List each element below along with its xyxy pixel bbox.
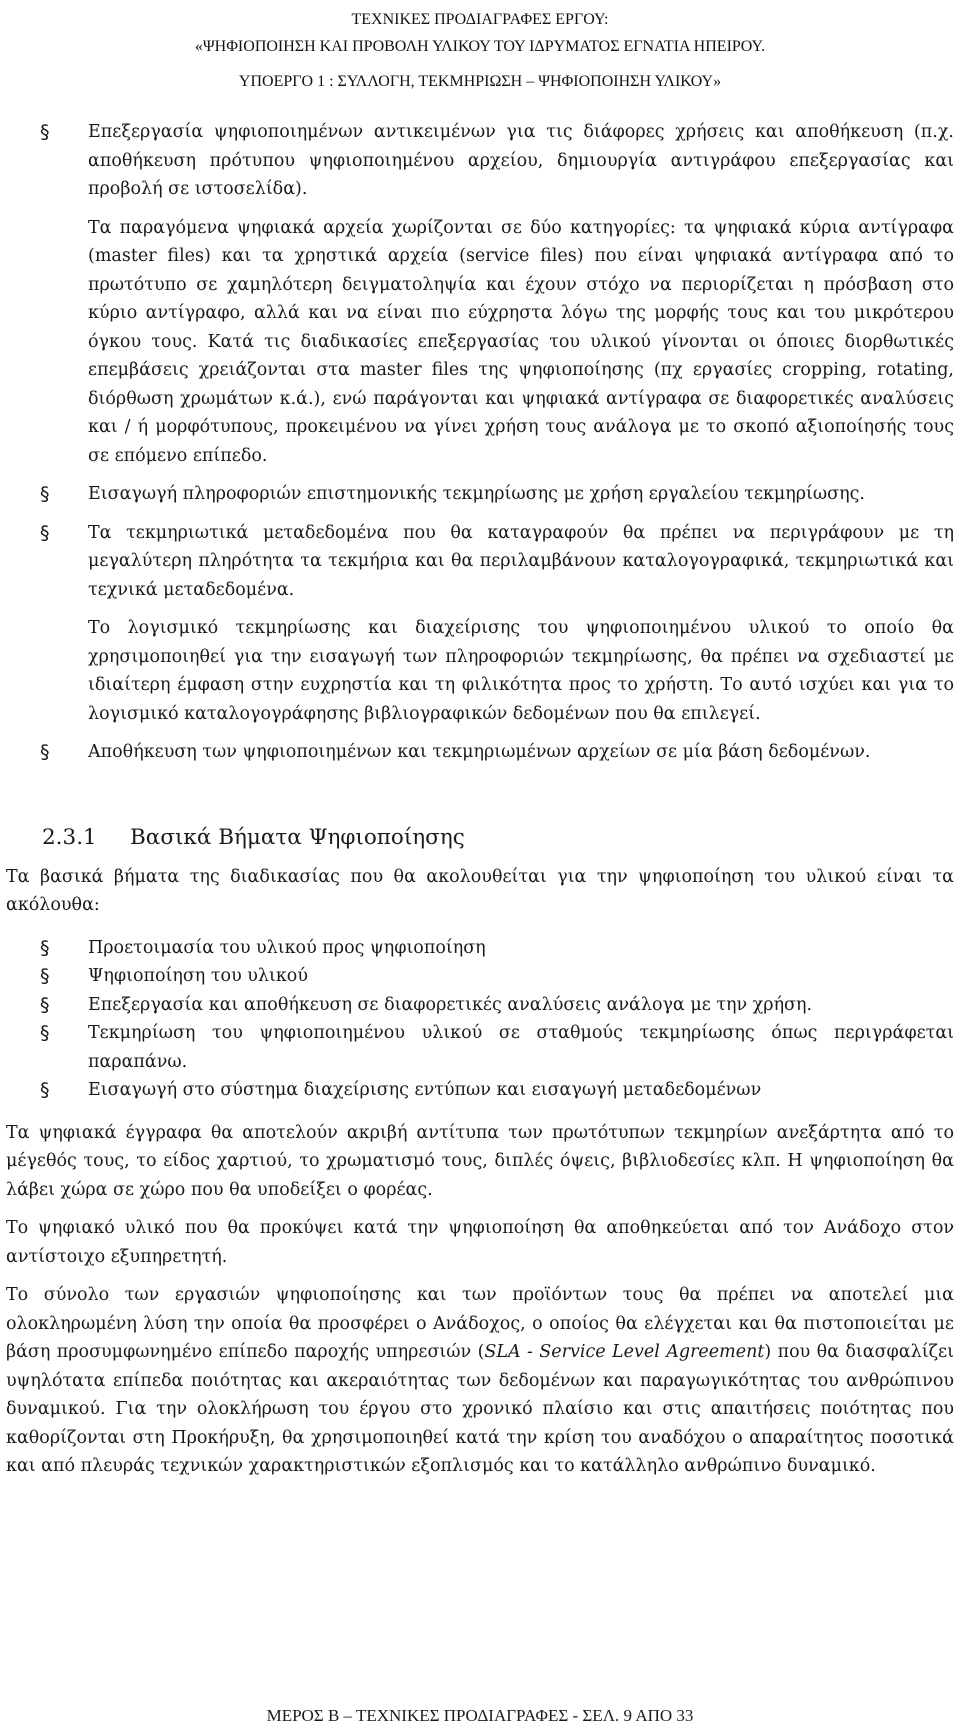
step-item <box>0 934 954 963</box>
step-text: Προετοιμασία του υλικού προς ψηφιοποίηση <box>88 937 486 958</box>
section-title: Βασικά Βήματα Ψηφιοποίησης <box>130 824 465 850</box>
step-text: Εισαγωγή στο σύστημα διαχείρισης εντύπων και εισαγωγή μεταδεδομένων <box>88 1080 762 1100</box>
bullet-paragraph <box>0 519 954 605</box>
step-item <box>0 1019 954 1076</box>
header-line-1: ΤΕΧΝΙΚΕΣ ΠΡΟΔΙΑΓΡΑΦΕΣ ΕΡΓΟΥ: <box>351 11 609 28</box>
bullet-paragraph <box>0 738 954 767</box>
header-line-2: «ΨΗΦΙΟΠΟΙΗΣΗ ΚΑΙ ΠΡΟΒΟΛΗ ΥΛΙΚΟΥ ΤΟΥ ΙΔΡΥΜΑΤΟΣ ΕΓΝΑΤΙΑ ΗΠΕΙΡΟΥ. <box>194 38 766 55</box>
sla-text-before: Το σύνολο των εργασιών ψηφιοποίησης και των προϊόντων τους θα πρέπει να αποτελεί μια ολοκληρωμένη λύση την οποία θα προσφέρει ο Ανάδοχος, ο οποίος θα ελέγχεται και θα πιστοποιείται με βάση προσυμφωνημένο επίπεδο παροχής υπηρεσιών ( <box>6 1285 954 1362</box>
bullet-marker: § <box>40 965 50 987</box>
header-line-3: ΥΠΟΕΡΓΟ 1 : ΣΥΛΛΟΓΗ, ΤΕΚΜΗΡΙΩΣΗ – ΨΗΦΙΟΠΟΙΗΣΗ ΥΛΙΚΟΥ» <box>238 73 722 90</box>
sla-text-after: ) που θα διασφαλίζει υψηλότατα επίπεδα ποιότητας και ακεραιότητας των δεδομένων και παραγωγικότητας του ανθρώπινου δυναμικού. Για την ολοκλήρωση του έργου στο χρονικό πλαίσιο και στις απαιτήσεις ποιότητας που καθορίζονται στη Προκήρυξη, θα χρησιμοποιηθεί κατά την κρίση του αναδόχου ο απαραίτητος ποσοτικά και από πλευράς τεχνικών χαρακτηριστικών εξοπλισμός και το κατάλληλο ανθρώπινο δυναμικό. <box>6 1342 954 1476</box>
bullet-marker: § <box>40 993 50 1016</box>
page-header <box>0 6 960 95</box>
steps-list <box>0 934 954 1105</box>
step-text: Ψηφιοποίηση του υλικού <box>88 966 308 986</box>
bullet-marker: § <box>40 1022 50 1044</box>
body-paragraph <box>0 1281 954 1481</box>
bullet-marker: § <box>40 1079 50 1101</box>
bullet-text: Αποθήκευση των ψηφιοποιημένων και τεκμηριωμένων αρχείων σε μία βάση δεδομένων. <box>88 742 871 762</box>
bullet-text: Επεξεργασία ψηφιοποιημένων αντικειμένων για τις διάφορες χρήσεις και αποθήκευση (π.χ. αποθήκευση πρότυπου ψηφιοποιημένου αρχείου, δημιουργία αντιγράφου επεξεργασίας και προβολή σε ιστοσελίδα). <box>88 122 954 199</box>
section-heading <box>0 823 954 853</box>
bullet-marker: § <box>40 483 50 505</box>
sla-term: SLA - Service Level Agreement <box>484 1342 765 1362</box>
bullet-text: Τα τεκμηριωτικά μεταδεδομένα που θα καταγραφούν θα πρέπει να περιγράφουν με τη μεγαλύτερη πληρότητα τα τεκμήρια και θα περιλαμβάνουν καταλογογραφικά, τεκμηριωτικά και τεχνικά μεταδεδομένα. <box>88 522 954 600</box>
bullet-marker: § <box>40 741 50 763</box>
bullet-paragraph <box>0 480 954 509</box>
bullet-marker: § <box>40 936 50 959</box>
body-paragraph: Τα παραγόμενα ψηφιακά αρχεία χωρίζονται σε δύο κατηγορίες: τα ψηφιακά κύρια αντίγραφα (master files) και τα χρηστικά αρχεία (service files) που είναι ψηφιακά αντίγραφα από το πρωτότυπο σε χαμηλότερη δειγματοληψία και έχουν στόχο να περιορίζεται η πρόσβαση στο κύριο αντίγραφο, αλλά και να είναι πιο εύχρηστα λόγω της μορφής τους και του μικρότερου όγκου τους. Κατά τις διαδικασίες επεξεργασίας του υλικού γίνονται οι όποιες διορθωτικές επεμβάσεις χρειάζονται στα master files της ψηφιοποίησης (πχ εργασίες cropping, rotating, διόρθωση χρωμάτων κ.ά.), ενώ παράγονται και ψηφιακά αντίγραφα σε διαφορετικές αναλύσεις και / ή μορφότυπους, προκειμένου να γίνει χρήση τους ανάλογα με το σκοπό αξιοποίησής τους σε επόμενο επίπεδο. <box>88 217 954 466</box>
bullet-marker: § <box>40 521 50 544</box>
bullet-marker: § <box>40 121 50 143</box>
intro-paragraph: Τα βασικά βήματα της διαδικασίας που θα ακολουθείται για την ψηφιοποίηση του υλικού είναι τα ακόλουθα: <box>6 866 954 915</box>
body-paragraph: Το ψηφιακό υλικό που θα προκύψει κατά την ψηφιοποίηση θα αποθηκεύεται από τον Ανάδοχο στον αντίστοιχο εξυπηρετητή. <box>6 1218 954 1267</box>
document-body <box>0 118 954 1481</box>
page-footer: ΜΕΡΟΣ Β – ΤΕΧΝΙΚΕΣ ΠΡΟΔΙΑΓΡΑΦΕΣ - ΣΕΛ. 9 ΑΠΟ 33 <box>266 1706 694 1725</box>
body-paragraph: Τα ψηφιακά έγγραφα θα αποτελούν ακριβή αντίτυπα των πρωτότυπων τεκμηρίων ανεξάρτητα από το μέγεθός τους, το είδος χαρτιού, το χρωματισμό τους, διπλές όψεις, βιβλιοδεσίες κλπ. Η ψηφιοποίηση θα λάβει χώρα σε χώρο που θα υποδείξει ο φορέας. <box>6 1122 954 1200</box>
section-number: 2.3.1 <box>42 824 97 850</box>
body-paragraph: Το λογισμικό τεκμηρίωσης και διαχείρισης του ψηφιοποιημένου υλικού το οποίο θα χρησιμοποιηθεί για την εισαγωγή των πληροφοριών τεκμηρίωσης, θα πρέπει να σχεδιαστεί με ιδιαίτερη έμφαση στην ευχρηστία και τη φιλικότητα προς το χρήστη. Το αυτό ισχύει και για το λογισμικό καταλογογράφησης βιβλιογραφικών δεδομένων που θα επιλεγεί. <box>88 618 954 724</box>
step-item <box>0 962 954 991</box>
step-item <box>0 1076 954 1105</box>
step-text: Τεκμηρίωση του ψηφιοποιημένου υλικού σε σταθμούς τεκμηρίωσης όπως περιγράφεται παραπάνω. <box>88 1023 954 1072</box>
step-text: Επεξεργασία και αποθήκευση σε διαφορετικές αναλύσεις ανάλογα με την χρήση. <box>88 994 813 1015</box>
bullet-paragraph <box>0 118 954 204</box>
bullet-text: Εισαγωγή πληροφοριών επιστημονικής τεκμηρίωσης με χρήση εργαλείου τεκμηρίωσης. <box>88 484 865 504</box>
step-item <box>0 991 954 1020</box>
